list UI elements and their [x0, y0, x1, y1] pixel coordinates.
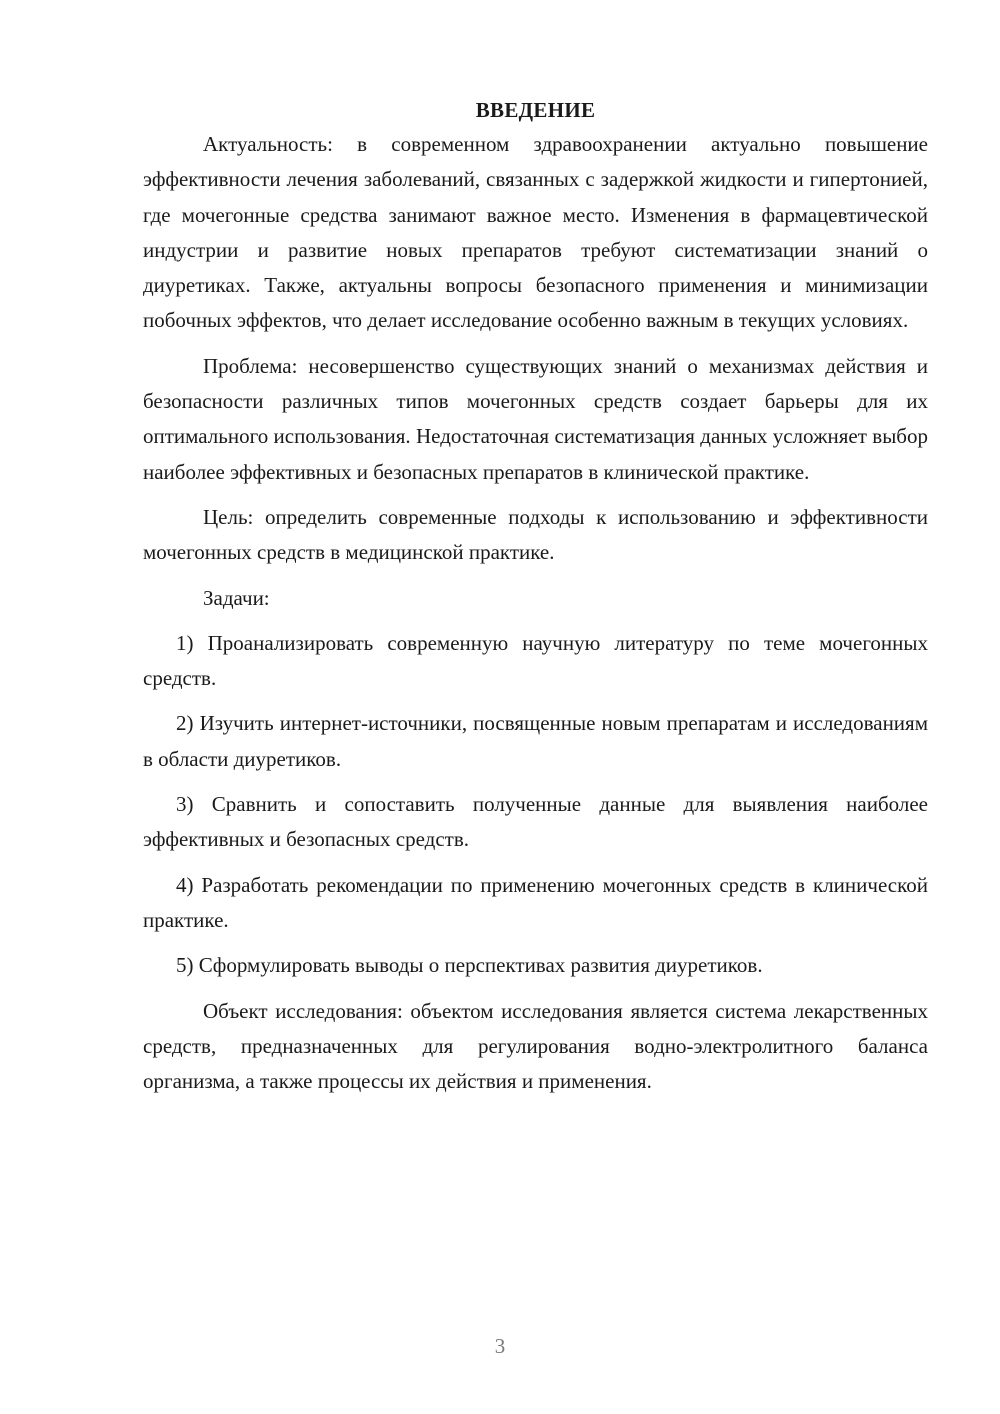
- paragraph-tasks-heading: Задачи:: [203, 585, 270, 610]
- task-item-2: 2) Изучить интернет-источники, посвященные новым препаратам и исследованиям в области диуретиков.: [143, 711, 928, 771]
- document-page: [143, 94, 928, 1099]
- section-title: ВВЕДЕНИЕ: [475, 98, 596, 122]
- task-item-4: 4) Разработать рекомендации по применению мочегонных средств в клинической практике.: [143, 872, 928, 932]
- task-item-3: 3) Сравнить и сопоставить полученные данные для выявления наиболее эффективных и безопасных средств.: [143, 792, 928, 852]
- paragraph-problem: Проблема: несовершенство существующих знаний о механизмах действия и безопасности различных типов мочегонных средств создает барьеры для их оптимального использования. Недостаточная систематизация данных усложняет выбор наиболее эффективных и безопасных препаратов в клинической практике.: [143, 353, 928, 484]
- task-item-1: 1) Проанализировать современную научную литературу по теме мочегонных средств.: [143, 630, 928, 691]
- paragraph-goal: Цель: определить современные подходы к использованию и эффективности мочегонных средств в медицинской практике.: [143, 504, 928, 565]
- task-item-5: 5) Сформулировать выводы о перспективах развития диуретиков.: [176, 953, 763, 978]
- page-number: 3: [494, 1334, 506, 1358]
- paragraph-research-object: Объект исследования: объектом исследования является система лекарственных средств, предназначенных для регулирования водно-электролитного баланса организма, а также процессы их действия и применения.: [143, 998, 928, 1094]
- paragraph-relevance: Актуальность: в современном здравоохранении актуально повышение эффективности лечения заболеваний, связанных с задержкой жидкости и гипертонией, где мочегонные средства занимают важное место. Изменения в фармацевтической индустрии и развитие новых препаратов требуют систематизации знаний о диуретиках. Также, актуальны вопросы безопасного применения и минимизации побочных эффектов, что делает исследование особенно важным в текущих условиях.: [143, 132, 928, 333]
